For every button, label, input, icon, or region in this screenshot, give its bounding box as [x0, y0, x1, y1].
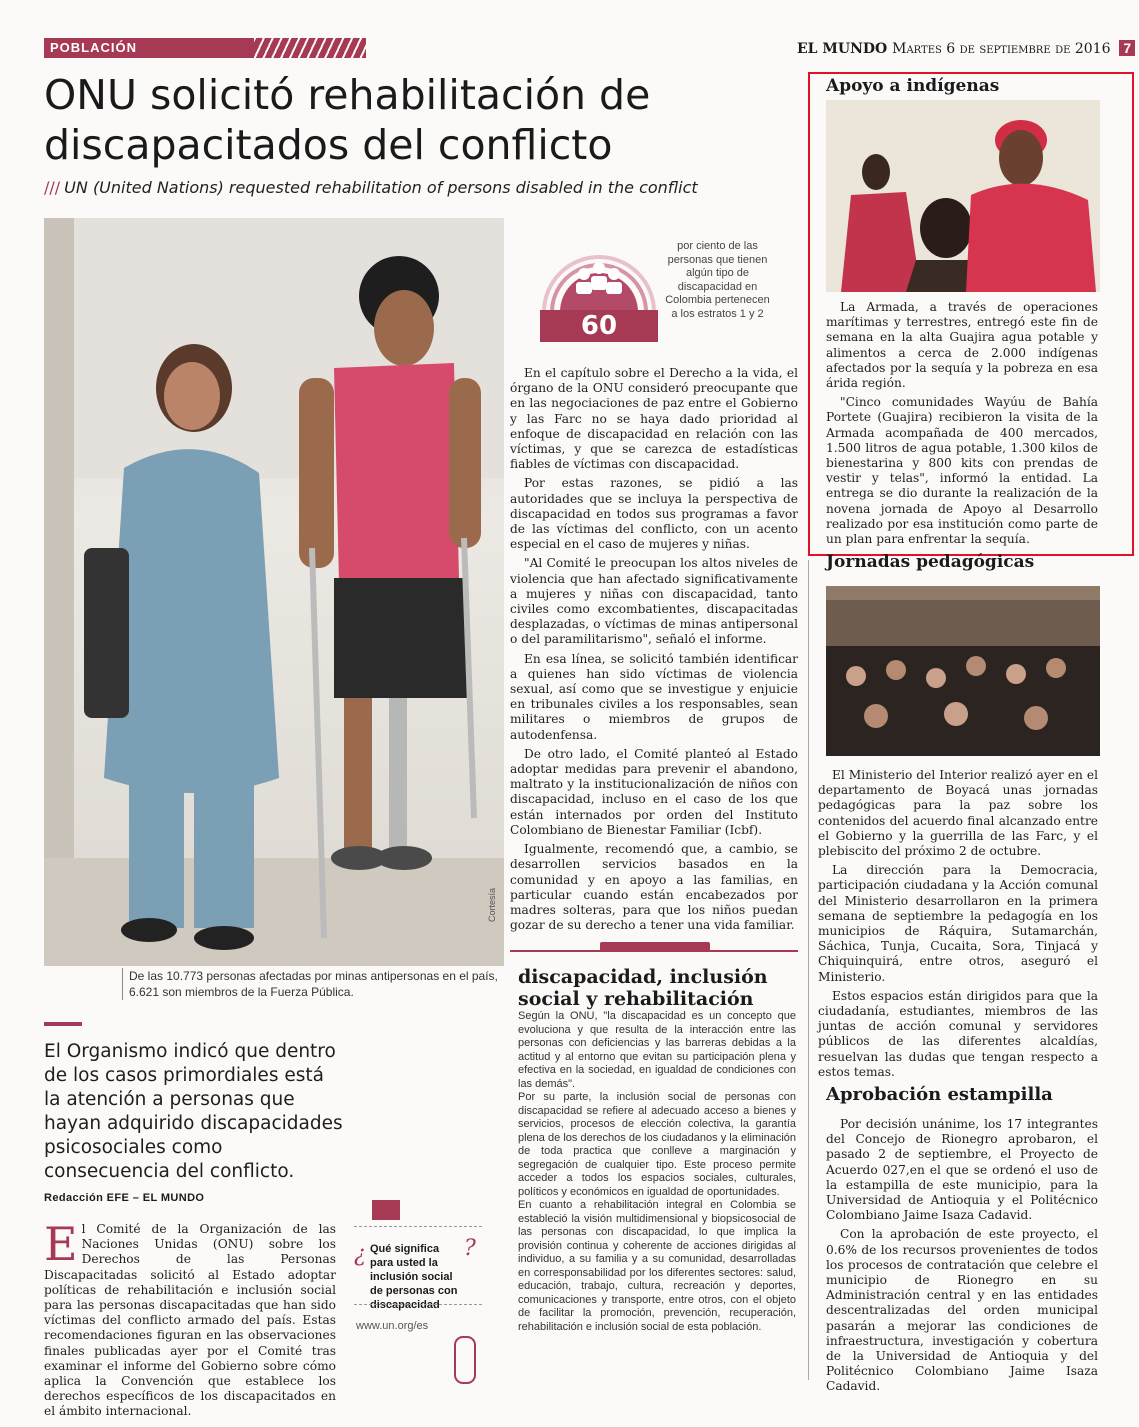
photo-caption: De las 10.773 personas afectadas por minas antipersonas en el país, 6.621 son miembros de la Fuerza Pública.	[122, 968, 509, 1000]
pullquote: El Organismo indicó que dentro de los casos primordiales está la atención a personas que hayan adquirido discapacidades psicosociales como consecuencia del conflicto.	[44, 1041, 343, 1182]
paragraph: Con la aprobación de este proyecto, el 0.6% de los recursos provenientes de todos los procesos de contratación que celebre el municipio de Rionegro en su Administración central y en las entidades descentralizadas del orden municipal pasarán a mejorar las condiciones de infraestructura, investigación y cobertura de la Universidad de Antioquia y del Politécnico Colombiano Jaime Isaza Cadavid.	[826, 1227, 1098, 1394]
issue-date: Martes 6 de septiembre de 2016	[892, 41, 1111, 57]
photo-credit: Cortesía	[487, 887, 497, 922]
pencil-icon	[600, 942, 710, 951]
photo-illustration	[826, 586, 1100, 756]
sidebar-title-estampilla: Aprobación estampilla	[826, 1084, 1053, 1105]
mouse-icon	[454, 1336, 476, 1384]
paragraph: De otro lado, el Comité planteó al Estado adoptar medidas para prevenir el abandono, maltrato y la institucionalización de niños con discapacidad, incluso en el caso de los que están internados por orden del Instituto Colombiano de Bienestar Familiar (Icbf).	[510, 746, 798, 837]
stat-graphic	[540, 222, 658, 342]
paragraph: Estos espacios están dirigidos para que la ciudadanía, estudiantes, miembros de las juntas de acción comunal y servidores públicos de las diferentes alcaldías, resuelvan las dudas que tengan respecto a estos temas.	[818, 988, 1098, 1079]
sidebar-body-estampilla	[826, 1117, 1098, 1399]
sidebar-title-jornadas: Jornadas pedagógicas	[826, 552, 1035, 572]
paper-name: EL MUNDO	[797, 41, 888, 57]
page-number: 7	[1119, 40, 1135, 56]
info-question: Qué significa para usted la inclusión social de personas con discapacidad	[370, 1243, 458, 1311]
subhead-text: UN (United Nations) requested rehabilitation of persons disabled in the conflict	[64, 178, 698, 197]
calendar-icon	[372, 1200, 400, 1220]
definitions-body	[518, 1010, 796, 1334]
paragraph: El Ministerio del Interior realizó ayer en el departamento de Boyacá unas jornadas pedagógicas para la paz sobre los contenidos del acuerdo final alcanzado entre el Gobierno y la guerrilla de las Farc, y el plebiscito del próximo 2 de octubre.	[818, 768, 1098, 859]
photo-illustration	[826, 100, 1100, 292]
sidebar-body-jornadas	[818, 768, 1098, 1084]
sidebar-photo-indigenas	[826, 100, 1100, 292]
pullquote-rule	[44, 1022, 82, 1026]
sidebar-photo-jornadas	[826, 586, 1100, 756]
byline: Redacción EFE – EL MUNDO	[44, 1192, 205, 1204]
column-divider	[808, 560, 809, 1380]
photo-illustration	[44, 218, 504, 966]
info-box	[352, 1200, 484, 1395]
paragraph: Igualmente, recomendó que, a cambio, se desarrollen servicios basados en la comunidad y en apoyo a las familias, en particular cuando están encabezados por madres solteras, para que los niños puedan gozar de su derecho a tener una vida familiar.	[510, 842, 798, 933]
question-close: ?	[464, 1236, 476, 1261]
paragraph: En cuanto a rehabilitación integral en Colombia se estableció la visión multidimensional y biopsicosocial de las personas con discapacidad, lo que implica la provisión continua y coherente de acciones dirigidas al individuo, a su familia y a su comunidad, desarrolladas en corresponsabilidad por los diferentes sectores: salud, educación, trabajo, cultura, recreación y deportes, comunicaciones y transporte, entre otros, con el objeto de facilitar la promoción, prevención, recuperación, rehabilitación e inclusión social de esta población.	[518, 1199, 796, 1333]
dropcap: E	[44, 1217, 78, 1271]
paragraph: Por estas razones, se pidió a las autoridades que se incluya la perspectiva de discapacidad en todos sus programas a favor de las víctimas del conflicto, con un acento especial en el caso de mujeres y niñas.	[510, 476, 798, 552]
definitions-title: discapacidad, inclusión social y rehabilitación	[518, 966, 768, 1010]
paragraph: Por decisión unánime, los 17 integrantes del Concejo de Rionegro aprobaron, el pasado 2 de septiembre, el Proyecto de Acuerdo 027,en el que se ordenó el uso de la estampilla de este municipio, para la Universidad de Antioquia y el Politécnico Colombiano Jaime Isaza Cadavid.	[826, 1117, 1098, 1223]
masthead	[797, 40, 1135, 57]
main-photo	[44, 218, 504, 966]
paragraph: En esa línea, se solicitó también identificar a quienes han sido víctimas de violencia sexual, así como que se investigue y enjuicie en tribunales civiles a los responsables, sean militares o miembros de grupos de autodenfensa.	[510, 651, 798, 742]
subhead-slashes: ///	[44, 178, 61, 197]
subheadline	[44, 178, 698, 197]
paragraph: La Armada, a través de operaciones marítimas y terrestres, entregó este fin de semana en la alta Guajira agua potable y alimentos a cerca de 2.000 indígenas afectados por la sequía y la pobreza en esa árida región.	[826, 300, 1098, 391]
divider	[354, 1304, 482, 1306]
paragraph: Por su parte, la inclusión social de personas con discapacidad se refiere al adecuado acceso a bienes y servicios, procesos de elección colectiva, la garantía plena de los derechos de los ciudadanos y la eliminación de toda practica que conlleve a marginación y segregación de cualquier tipo. Este proceso permite acceder a todos los espacios sociales, culturales, políticos y económicos en igualdad de oportunidades.	[518, 1091, 796, 1198]
kicker-hatch	[254, 38, 366, 58]
article-body-middle	[510, 366, 798, 937]
info-url[interactable]: www.un.org/es	[356, 1320, 429, 1332]
paragraph: En el capítulo sobre el Derecho a la vida, el órgano de la ONU consideró preocupante que en las negociaciones de paz entre el Gobierno y las Farc no se haya dado prioridad al enfoque de discapacidad en relación con las víctimas, y que se carezca de estadísticas fiables de víctimas con discapacidad.	[510, 366, 798, 472]
paragraph: "Cinco comunidades Wayúu de Bahía Portete (Guajira) recibieron la visita de la Armada acompañada de 400 mercados, 1.500 litros de agua potable, 1.300 kilos de bienestarina y 800 kits con prendas de vestir y telas", informó la entidad. La entrega se dio durante la realización de la novena jornada de Apoyo al Desarrollo realizado por esa institución como parte de un plan para enfrentar la sequía.	[826, 395, 1098, 547]
divider	[354, 1226, 482, 1228]
question-open: ¿	[354, 1242, 366, 1267]
paragraph: "Al Comité le preocupan los altos niveles de violencia que han afectado significativamente a mujeres y niñas con discapacidad, tanto civiles como excombatientes, discapacitadas desplazadas, o víctimas de minas antipersonal o del paramilitarismo", señaló el informe.	[510, 556, 798, 647]
section-label: POBLACIÓN	[50, 40, 137, 55]
lead-paragraph: l Comité de la Organización de las Naciones Unidas (ONU) sobre los Derechos de las Personas Discapacitadas solicitó al Estado adoptar políticas de rehabilitación e inclusión social para las personas discapacitadas que han sido víctimas del conflicto armado del país. Estas recomendaciones figuran en las observaciones finales publicadas ayer por el Comité tras examinar el informe del Gobierno sobre cómo aplica la Convención que establece los derechos específicos de los discapacitados en el ámbito internacional.	[44, 1222, 336, 1419]
stat-value: 60	[580, 311, 618, 341]
sidebar-title-apoyo: Apoyo a indígenas	[826, 76, 1000, 96]
stat-text: por ciento de las personas que tienen algún tipo de discapacidad en Colombia pertenecen a los estratos 1 y 2	[665, 240, 770, 320]
headline: ONU solicitó rehabilitación de discapacitados del conflicto	[44, 71, 651, 169]
sidebar-body-apoyo	[826, 300, 1098, 551]
article-body-left	[44, 1217, 336, 1424]
section-kicker	[44, 38, 366, 58]
paragraph: La dirección para la Democracia, participación ciudadana y la Acción comunal del Ministerio desarrollaron en la primera semana de septiembre la pedagogía en los municipios de Ráquira, Sutamarchán, Sáchica, Tunja, Cucaita, Sora, Tinjacá y Chiquinquirá, entre otros, aseguró el Ministerio.	[818, 863, 1098, 984]
paragraph: Según la ONU, "la discapacidad es un concepto que evoluciona y que resulta de la interacción entre las personas con deficiencias y las barreras debidas a la actitud y al entorno que evitan su participación plena y efectiva en la sociedad, en igualdad de condiciones con las demás".	[518, 1010, 796, 1090]
